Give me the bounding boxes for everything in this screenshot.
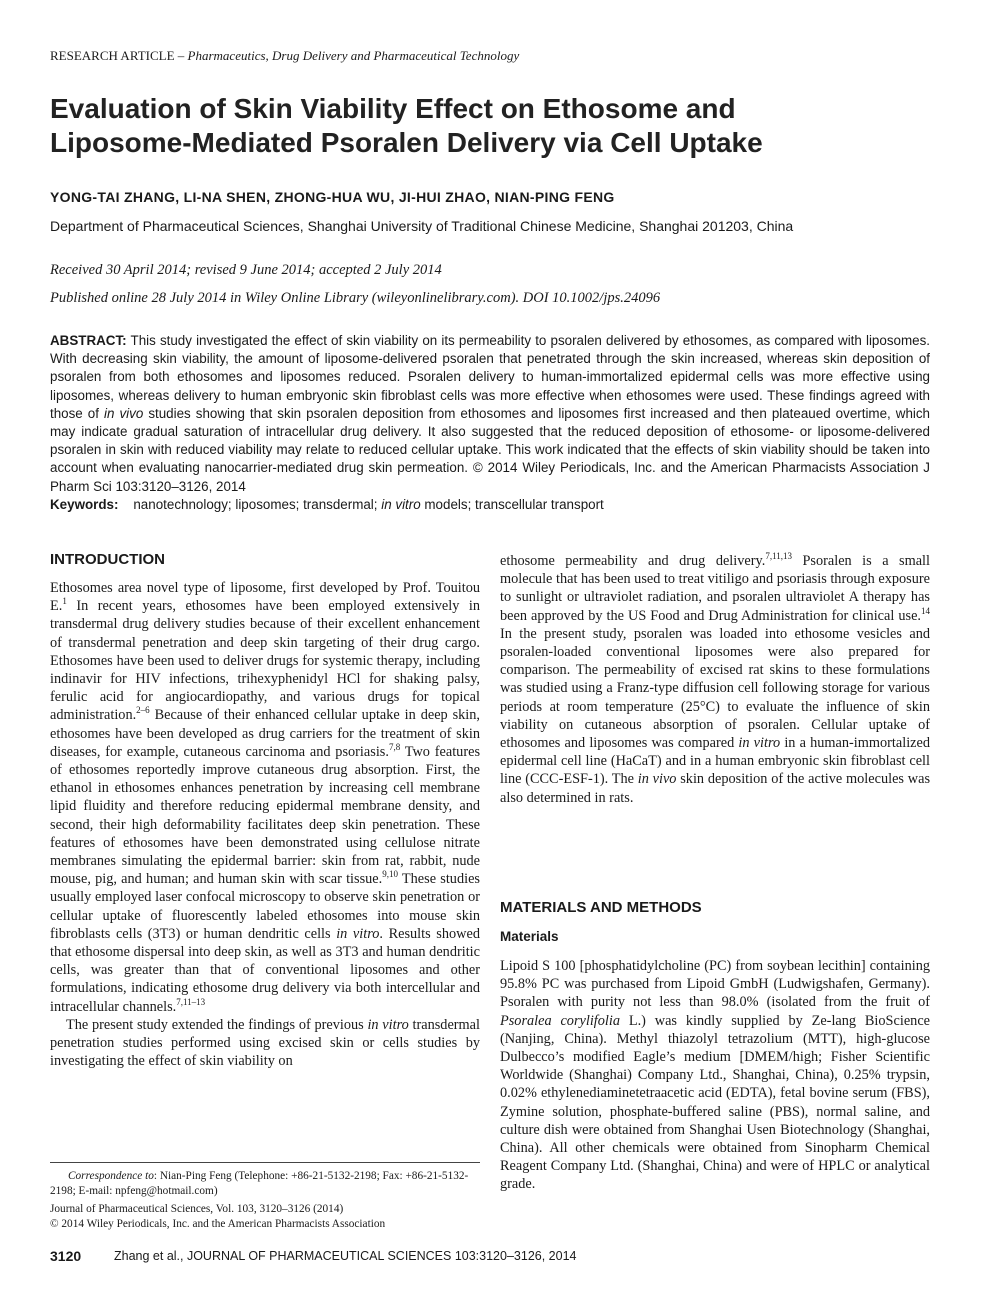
- affiliation: Department of Pharmaceutical Sciences, Shanghai University of Traditional Chinese Medicine, Shanghai 201203, China: [50, 218, 794, 234]
- title-line-1: Evaluation of Skin Viability Effect on Ethosome and: [50, 93, 736, 124]
- journal-info: Journal of Pharmaceutical Sciences, Vol. 103, 3120–3126 (2014): [50, 1203, 344, 1215]
- text: Psoralen is a small molecule that has been used to treat vitiligo and psoriasis through exposure to sunlight or ultraviolet radiation, and psoralen ultraviolet A therapy has been approved by the US Food and Drug Administration for clinical use.: [500, 553, 930, 624]
- correspondence: [50, 1169, 480, 1198]
- reference-marker: 7,11,13: [765, 551, 792, 562]
- running-head-label: RESEARCH ARTICLE: [50, 48, 175, 63]
- footnote-divider: [50, 1162, 480, 1163]
- keywords: [50, 497, 930, 512]
- italic-text: in vitro: [336, 925, 380, 942]
- italic-text: in vitro: [738, 735, 781, 752]
- keywords-label: Keywords:: [50, 497, 119, 512]
- text: Lipoid S 100 [phosphatidylcholine (PC) from soybean lecithin] containing 95.8% PC was purchased from Lipoid GmbH (Ludwigshafen, Germany). Psoralen with purity not less than 98.0% (isolated from the fruit of: [500, 958, 930, 1011]
- materials-paragraph: [500, 957, 930, 1194]
- materials-subheading: Materials: [500, 929, 559, 944]
- reference-marker: 14: [921, 605, 930, 616]
- keywords-text: models; transcellular transport: [420, 497, 604, 512]
- intro-paragraph-2-continued: [500, 552, 930, 807]
- text: L.) was kindly supplied by Ze-lang BioScience (Nanjing, China). Methyl thiazolyl tetrazolium (MTT), high-glucose Dulbecco’s modified Eagle’s medium [DMEM/high; Fisher Scientific Worldwide (Shanghai) Company Ltd., Shanghai, China), 0.25% trypsin, 0.02% ethylenediaminetetraacetic acid (EDTA), fetal bovine serum (FBS), Zymine solution, phosphate-buffered saline (PBS), normal saline, and culture dish were obtained from Shanghai Usen Biotechnology (Shanghai, China). All other chemicals were obtained from Sinopharm Chemical Reagent Company Ltd. (Shanghai, China) and were of HPLC or analytical grade.: [500, 1012, 931, 1193]
- article-title: [50, 92, 930, 160]
- keywords-italic: in vitro: [381, 497, 421, 512]
- reference-marker: 9,10: [382, 869, 398, 880]
- reference-marker: 7,11–13: [176, 996, 206, 1007]
- text: skin deposition of the active molecules was also determined in rats.: [500, 771, 931, 806]
- abstract-label: ABSTRACT:: [50, 333, 127, 348]
- text: Two features of ethosomes reportedly improve cutaneous drug absorption. First, the ethanol in ethosomes enhances penetration by increasing cell membrane lipid fluidity and therefore reducing epidermal membrane density, and second, their high deformability facilitates deep skin penetration. These features of ethosomes have been demonstrated using cellulose nitrate membranes simulating the epidermal barrier: skin from rat, rabbit, nude mouse, pig, and human; and human skin with scar tissue.: [50, 743, 481, 888]
- copyright: © 2014 Wiley Periodicals, Inc. and the American Pharmacists Association: [50, 1217, 386, 1230]
- text: In the present study, psoralen was loaded into ethosome vesicles and psoralen-loaded conventional liposomes were also prepared for comparison. The permeability of excised rat skins to these formulations was studied using a Franz-type diffusion cell following storage for various periods at room temperature (25°C) to evaluate the influence of skin viability on cutaneous absorption of psoralen. Cellular uptake of ethosomes and liposomes was compared: [500, 625, 930, 752]
- footer-citation: Zhang et al., JOURNAL OF PHARMACEUTICAL SCIENCES 103:3120–3126, 2014: [114, 1249, 577, 1263]
- article-dates: Received 30 April 2014; revised 9 June 2014; accepted 2 July 2014: [50, 262, 442, 278]
- text: transdermal penetration studies performed using excised skin or cells studies by investigating the effect of skin viability on: [50, 1016, 480, 1070]
- italic-text: Psoralea corylifolia: [500, 1012, 621, 1029]
- text: ethosome permeability and drug delivery.: [500, 553, 766, 569]
- materials-methods-heading: MATERIALS AND METHODS: [500, 899, 702, 916]
- reference-marker: 7,8: [388, 742, 401, 753]
- reference-marker: 2–6: [136, 705, 150, 716]
- intro-paragraph-1: [50, 579, 480, 1016]
- italic-text: in vitro: [367, 1016, 409, 1033]
- text: . Results showed that ethosome dispersal into deep skin, as well as 3T3 and human dendritic cells, was greater than that of conventional liposomes and other formulations, indicating ethosome drug delivery via both intercellular and intracellular channels.: [50, 925, 480, 1015]
- running-head-separator: –: [174, 48, 188, 63]
- text: These studies usually employed laser confocal microscopy to observe skin penetration or cellular uptake of fluorescently labeled ethosomes into mouse skin fibroblasts cells (3T3) or human dendritic cells: [50, 871, 480, 942]
- text: Ethosomes area novel type of liposome, first developed by Prof. Touitou E.: [50, 580, 480, 615]
- author-list: YONG-TAI ZHANG, LI-NA SHEN, ZHONG-HUA WU, JI-HUI ZHAO, NIAN-PING FENG: [50, 189, 615, 205]
- publication-info: Published online 28 July 2014 in Wiley Online Library (wileyonlinelibrary.com). DOI 10.1002/jps.24096: [50, 290, 661, 306]
- text: in a human-immortalized epidermal cell line (HaCaT) and in a human embryonic skin fibroblast cell line (CCC-ESF-1). The: [500, 735, 931, 788]
- footnote: [50, 1169, 480, 1231]
- reference-marker: 1: [62, 596, 67, 607]
- abstract-text: studies showing that skin psoralen deposition from ethosomes and liposomes first increased and then plateaued overtime, which may indicate gradual saturation of intracellular drug delivery. It also suggested that the reduced deposition of ethosome- or liposome-delivered psoralen in skin with reduced viability may relate to reduced cellular uptake. This work indicated that the effects of skin viability should be taken into account when evaluating nanocarrier-mediated drug skin permeation. © 2014 Wiley Periodicals, Inc. and the American Pharmacists Association J Pharm Sci 103:3120–3126, 2014: [50, 405, 931, 494]
- abstract-text: This study investigated the effect of skin viability on its permeability to psoralen delivered by ethosomes, as compared with liposomes. With decreasing skin viability, the amount of liposome-delivered psoralen that penetrated through the skin increased, whereas skin deposition of psoralen from both ethosomes and liposomes reduced. Psoralen delivery to human-immortalized epidermal cells was more effective using liposomes, whereas delivery to human embryonic skin fibroblast cells was more effective when ethosomes were used. These findings agreed with those of: [50, 333, 930, 421]
- right-column: [500, 552, 930, 807]
- abstract: [50, 332, 930, 496]
- intro-paragraph-2-start: [50, 1016, 480, 1071]
- materials-text: [500, 957, 930, 1194]
- keywords-text: nanotechnology; liposomes; transdermal;: [133, 497, 382, 512]
- italic-text: in vivo: [637, 771, 677, 788]
- text: The present study extended the findings of previous: [66, 1016, 368, 1033]
- left-column: [50, 579, 480, 1070]
- running-head-section: Pharmaceutics, Drug Delivery and Pharmaceutical Technology: [187, 48, 520, 63]
- abstract-italic: in vivo: [104, 405, 144, 421]
- text: In recent years, ethosomes have been employed extensively in transdermal drug delivery studies because of their excellent enhancement of transdermal penetration and deep skin targeting of their drug cargo. Ethosomes have been used to deliver drugs for systemic therapy, including indinavir for HIV infections, trihexyphenidyl HCl for shaking palsy, ferulic acid for angiocardiopathy, and various drugs for topical administration.: [50, 598, 480, 724]
- title-line-2: Liposome-Mediated Psoralen Delivery via Cell Uptake: [50, 127, 763, 158]
- correspondence-text: : Nian-Ping Feng (Telephone: +86-21-5132-2198; Fax: +86-21-5132-2198; E-mail: npfeng@hotmail.com): [50, 1170, 469, 1197]
- running-head: [50, 48, 519, 64]
- text: Because of their enhanced cellular uptake in deep skin, ethosomes have been developed as drug carriers for the treatment of skin diseases, for example, cutaneous carcinoma and psoriasis.: [50, 707, 480, 760]
- correspondence-label: Correspondence to: [68, 1170, 154, 1182]
- page-number: 3120: [50, 1248, 82, 1264]
- introduction-heading: INTRODUCTION: [50, 551, 165, 568]
